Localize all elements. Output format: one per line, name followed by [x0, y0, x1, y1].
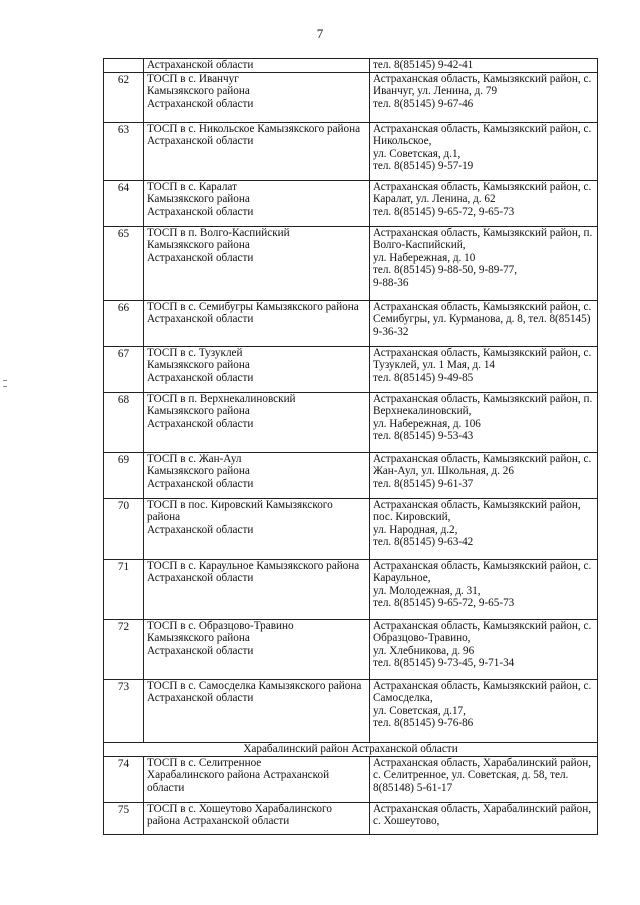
office-name: ТОСП в с. Самосделка Камызякского района Астраханской области	[144, 679, 370, 742]
table-row	[104, 452, 598, 498]
office-name: ТОСП в пос. Кировский Камызякского района Астраханской области	[144, 498, 370, 559]
office-name: ТОСП в с. Семибугры Камызякского района Астраханской области	[144, 300, 370, 346]
table-row	[104, 226, 598, 300]
page-number: 7	[316, 26, 324, 41]
office-name: ТОСП в с. Каралат Камызякского района Астраханской области	[144, 180, 370, 226]
row-number: 73	[104, 679, 144, 742]
office-address: Астраханская область, Камызякский район, пос. Кировский, ул. Народная, д.2, тел. 8(85145) 9-63-42	[370, 498, 598, 559]
office-name: ТОСП в с. Селитренное Харабалинского района Астраханской области	[144, 756, 370, 802]
office-address: Астраханская область, Камызякский район, п. Волго-Каспийский, ул. Набережная, д. 10 тел. 8(85145) 9-88-50, 9-89-77, 9-88-36	[370, 226, 598, 300]
table-row	[104, 346, 598, 392]
office-address: Астраханская область, Камызякский район, с. Самосделка, ул. Советская, д.17, тел. 8(85145) 9-76-86	[370, 679, 598, 742]
margin-mark	[3, 386, 7, 387]
office-address: Астраханская область, Камызякский район, с. Тузуклей, ул. 1 Мая, д. 14 тел. 8(85145) 9-49-85	[370, 346, 598, 392]
table-row	[104, 498, 598, 559]
row-number: 66	[104, 300, 144, 346]
row-number: 69	[104, 452, 144, 498]
table-row	[104, 679, 598, 742]
table-row	[104, 559, 598, 619]
section-heading: Харабалинский район Астраханской области	[104, 742, 598, 756]
office-name: ТОСП в с. Тузуклей Камызякского района Астраханской области	[144, 346, 370, 392]
office-name: ТОСП в с. Караульное Камызякского района Астраханской области	[144, 559, 370, 619]
office-address: Астраханская область, Камызякский район, с. Семибугры, ул. Курманова, д. 8, тел. 8(85145) 9-36-32	[370, 300, 598, 346]
office-name: ТОСП в с. Жан-Аул Камызякского района Астраханской области	[144, 452, 370, 498]
table-row	[104, 59, 598, 73]
table-row	[104, 619, 598, 679]
office-address: Астраханская область, Харабалинский район, с. Хошеутово,	[370, 802, 598, 834]
office-address: Астраханская область, Камызякский район, с. Караульное, ул. Молодежная, д. 31, тел. 8(85145) 9-65-72, 9-65-73	[370, 559, 598, 619]
row-number: 68	[104, 392, 144, 452]
row-number: 72	[104, 619, 144, 679]
row-number: 75	[104, 802, 144, 834]
row-number: 65	[104, 226, 144, 300]
office-address: Астраханская область, Камызякский район, п. Верхнекалиновский, ул. Набережная, д. 106 тел. 8(85145) 9-53-43	[370, 392, 598, 452]
table-row	[104, 756, 598, 802]
row-number: 71	[104, 559, 144, 619]
offices-table	[103, 58, 598, 835]
section-heading-row	[104, 742, 598, 756]
row-number: 70	[104, 498, 144, 559]
row-number: 67	[104, 346, 144, 392]
office-address: Астраханская область, Камызякский район, с. Каралат, ул. Ленина, д. 62 тел. 8(85145) 9-65-72, 9-65-73	[370, 180, 598, 226]
office-name: ТОСП в с. Хошеутово Харабалинского района Астраханской области	[144, 802, 370, 834]
office-name: ТОСП в с. Образцово-Травино Камызякского района Астраханской области	[144, 619, 370, 679]
office-address: Астраханская область, Харабалинский район, с. Селитренное, ул. Советская, д. 58, тел. 8(85148) 5-61-17	[370, 756, 598, 802]
office-name: ТОСП в п. Верхнекалиновский Камызякского района Астраханской области	[144, 392, 370, 452]
margin-mark	[3, 380, 7, 381]
table-row	[104, 180, 598, 226]
office-name: ТОСП в с. Иванчуг Камызякского района Астраханской области	[144, 72, 370, 122]
office-address: Астраханская область, Камызякский район, с. Жан-Аул, ул. Школьная, д. 26 тел. 8(85145) 9-61-37	[370, 452, 598, 498]
row-number: 64	[104, 180, 144, 226]
office-name: Астраханской области	[144, 59, 370, 73]
office-address: Астраханская область, Камызякский район, с. Образцово-Травино, ул. Хлебникова, д. 96 тел. 8(85145) 9-73-45, 9-71-34	[370, 619, 598, 679]
office-address: Астраханская область, Камызякский район, с. Иванчуг, ул. Ленина, д. 79 тел. 8(85145) 9-67-46	[370, 72, 598, 122]
table-row	[104, 392, 598, 452]
office-address: Астраханская область, Камызякский район, с. Никольское, ул. Советская, д.1, тел. 8(85145) 9-57-19	[370, 122, 598, 180]
table-row	[104, 300, 598, 346]
office-address: тел. 8(85145) 9-42-41	[370, 59, 598, 73]
table-row	[104, 802, 598, 834]
row-number: 63	[104, 122, 144, 180]
table-row	[104, 72, 598, 122]
row-number: 62	[104, 72, 144, 122]
row-number	[104, 59, 144, 73]
office-name: ТОСП в с. Никольское Камызякского района Астраханской области	[144, 122, 370, 180]
table-row	[104, 122, 598, 180]
office-name: ТОСП в п. Волго-Каспийский Камызякского района Астраханской области	[144, 226, 370, 300]
row-number: 74	[104, 756, 144, 802]
